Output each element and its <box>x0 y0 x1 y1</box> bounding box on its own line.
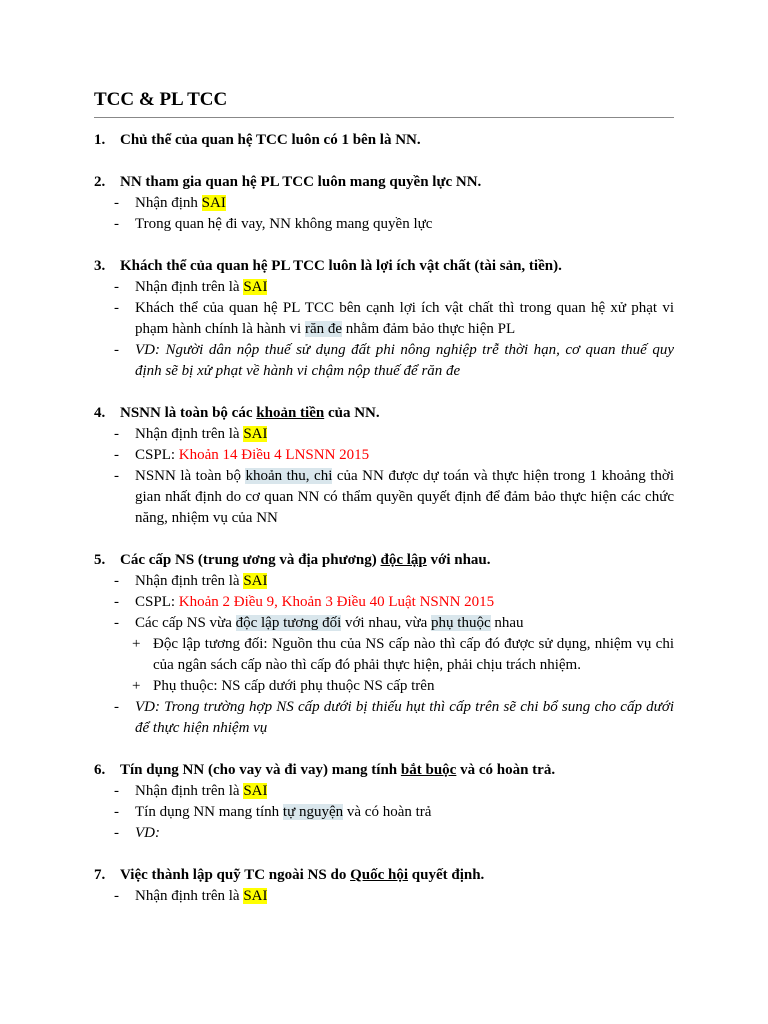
underlined-term: Quốc hội <box>350 867 409 883</box>
plus-bullet: + <box>132 678 141 694</box>
plus-bullet: + <box>132 636 141 652</box>
legal-basis: Khoản 14 Điều 4 LNSNN 2015 <box>178 447 370 463</box>
item-text: với nhau, vừa <box>341 615 432 631</box>
example-text: VD: Trong trường hợp NS cấp dưới bị thiếu hụt thì cấp trên sẽ chi bổ sung cho cấp dưới để thực hiện nhiệm vụ <box>135 699 674 736</box>
item-text: Nhận định trên là <box>135 426 244 442</box>
dash-bullet: - <box>114 195 119 211</box>
question-6 <box>94 760 674 844</box>
question-number: 5. <box>94 552 106 568</box>
dash-bullet: - <box>114 615 119 631</box>
question-text: Các cấp NS (trung ương và địa phương) độc lập với nhau. <box>120 552 491 568</box>
dash-bullet: - <box>114 594 119 610</box>
question-4 <box>94 403 674 529</box>
dash-bullet: - <box>114 804 119 820</box>
example-text: VD: <box>135 825 160 841</box>
verdict-highlight: SAI <box>201 195 226 211</box>
item-text: của NN được dự toán và thực hiện trong 1 khoảng thời gian nhất định do cơ quan NN có thẩm quyền quyết định để đảm bảo thực hiện các chức năng, nhiệm vụ của NN <box>135 468 674 526</box>
dash-bullet: - <box>114 300 119 316</box>
list-item <box>94 193 674 214</box>
document-page <box>94 86 674 907</box>
dash-bullet: - <box>114 468 119 484</box>
list-item <box>94 277 674 298</box>
keyword-highlight: răn đe <box>304 321 343 337</box>
item-text: Trong quan hệ đi vay, NN không mang quyền lực <box>135 216 433 232</box>
underlined-term: độc lập <box>380 552 427 568</box>
item-text: Khách thể của quan hệ PL TCC bên cạnh lợi ích vật chất thì trong quan hệ xử phạt vi phạm hành chính là hành vi <box>135 300 674 337</box>
underlined-term: khoản tiền <box>256 405 325 421</box>
example-text: VD: Người dân nộp thuế sử dụng đất phi nông nghiệp trễ thời hạn, cơ quan thuế quy định sẽ bị xử phạt về hành vi chậm nộp thuế để răn đe <box>135 342 674 379</box>
keyword-highlight: độc lập tương đối <box>235 615 342 631</box>
list-item <box>94 340 674 382</box>
question-1 <box>94 130 674 151</box>
list-item <box>94 424 674 445</box>
verdict-highlight: SAI <box>243 783 268 799</box>
list-item <box>94 697 674 739</box>
list-item <box>94 886 674 907</box>
question-text: Việc thành lập quỹ TC ngoài NS do Quốc hội quyết định. <box>120 867 485 883</box>
question-number: 4. <box>94 405 106 421</box>
verdict-highlight: SAI <box>243 573 268 589</box>
list-item <box>94 613 674 634</box>
question-number: 2. <box>94 174 106 190</box>
question-5 <box>94 550 674 739</box>
sub-list-item <box>94 676 674 697</box>
question-2 <box>94 172 674 235</box>
question-text: Tín dụng NN (cho vay và đi vay) mang tính bắt buộc và có hoàn trả. <box>120 762 556 778</box>
dash-bullet: - <box>114 699 119 715</box>
dash-bullet: - <box>114 426 119 442</box>
item-text: Tín dụng NN mang tính <box>135 804 283 820</box>
item-text: và có hoàn trả <box>343 804 432 820</box>
dash-bullet: - <box>114 216 119 232</box>
question-7 <box>94 865 674 907</box>
item-text: Phụ thuộc: NS cấp dưới phụ thuộc NS cấp trên <box>153 678 435 694</box>
document-title: TCC & PL TCC <box>94 89 228 110</box>
list-item <box>94 592 674 613</box>
list-item <box>94 466 674 529</box>
dash-bullet: - <box>114 447 119 463</box>
dash-bullet: - <box>114 573 119 589</box>
dash-bullet: - <box>114 342 119 358</box>
dash-bullet: - <box>114 783 119 799</box>
underlined-term: bắt buộc <box>400 762 457 778</box>
verdict-highlight: SAI <box>243 279 268 295</box>
item-text: CSPL: <box>135 594 179 610</box>
question-number: 1. <box>94 132 106 148</box>
item-text: CSPL: <box>135 447 179 463</box>
list-item <box>94 214 674 235</box>
item-text: Độc lập tương đối: Nguồn thu của NS cấp nào thì cấp đó được sử dụng, nhiệm vụ chi của ngân sách cấp nào thì cấp đó phải thực hiện, phải chịu trách nhiệm. <box>153 636 674 673</box>
question-3 <box>94 256 674 382</box>
verdict-highlight: SAI <box>243 426 268 442</box>
list-item <box>94 781 674 802</box>
title-rule <box>94 117 674 118</box>
dash-bullet: - <box>114 825 119 841</box>
item-text: Nhận định trên là <box>135 888 244 904</box>
question-number: 3. <box>94 258 106 274</box>
list-item <box>94 802 674 823</box>
item-text: Nhận định trên là <box>135 573 244 589</box>
list-item <box>94 445 674 466</box>
item-text: Nhận định trên là <box>135 279 244 295</box>
list-item <box>94 571 674 592</box>
item-text: Nhận định trên là <box>135 783 244 799</box>
question-text: Khách thể của quan hệ PL TCC luôn là lợi ích vật chất (tài sản, tiền). <box>120 258 562 274</box>
verdict-highlight: SAI <box>243 888 268 904</box>
item-text: NSNN là toàn bộ <box>135 468 246 484</box>
question-text: Chủ thể của quan hệ TCC luôn có 1 bên là NN. <box>120 132 421 148</box>
keyword-highlight: phụ thuộc <box>431 615 491 631</box>
item-text: Các cấp NS vừa <box>135 615 236 631</box>
item-text: Nhận định <box>135 195 202 211</box>
sub-list-item <box>94 634 674 676</box>
dash-bullet: - <box>114 888 119 904</box>
item-text: nhằm đảm bảo thực hiện PL <box>342 321 516 337</box>
question-number: 7. <box>94 867 106 883</box>
item-text: nhau <box>490 615 524 631</box>
question-number: 6. <box>94 762 106 778</box>
keyword-highlight: tự nguyện <box>282 804 344 820</box>
list-item <box>94 823 674 844</box>
question-text: NN tham gia quan hệ PL TCC luôn mang quyền lực NN. <box>120 174 482 190</box>
legal-basis: Khoản 2 Điều 9, Khoản 3 Điều 40 Luật NSNN 2015 <box>178 594 495 610</box>
dash-bullet: - <box>114 279 119 295</box>
list-item <box>94 298 674 340</box>
question-text: NSNN là toàn bộ các khoản tiền của NN. <box>120 405 380 421</box>
keyword-highlight: khoản thu, chi <box>245 468 333 484</box>
